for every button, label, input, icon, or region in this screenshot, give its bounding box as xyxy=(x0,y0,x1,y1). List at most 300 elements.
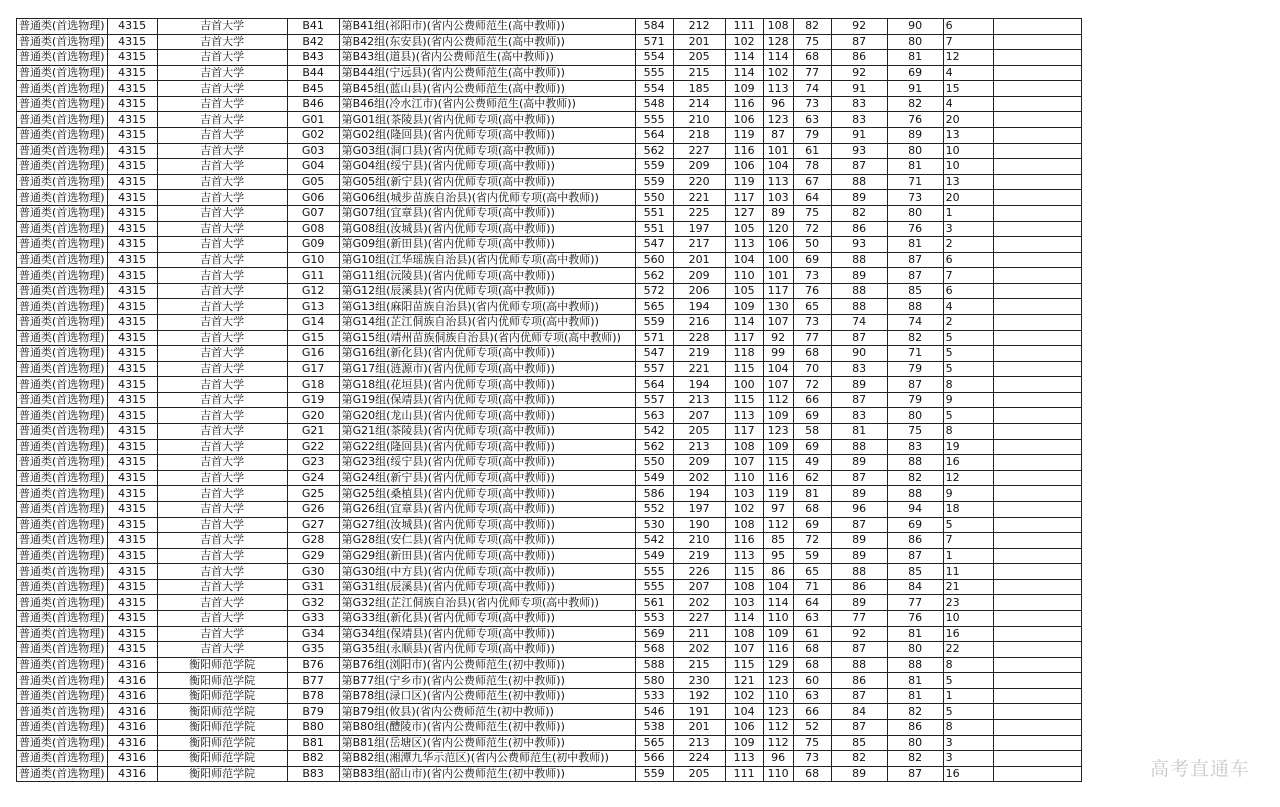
cell-score-a: 221 xyxy=(673,361,725,377)
cell-score-b: 108 xyxy=(725,517,763,533)
cell-total-score: 565 xyxy=(635,299,673,315)
cell-score-f: 71 xyxy=(887,346,943,362)
cell-score-d: 73 xyxy=(793,314,831,330)
cell-total-score: 555 xyxy=(635,65,673,81)
cell-category: 普通类(首选物理) xyxy=(17,314,108,330)
cell-school-name: 吉首大学 xyxy=(157,112,287,128)
cell-total-score: 533 xyxy=(635,688,673,704)
cell-score-c: 114 xyxy=(763,50,793,66)
cell-group-code: G35 xyxy=(287,642,339,658)
cell-score-c: 110 xyxy=(763,610,793,626)
cell-score-c: 123 xyxy=(763,112,793,128)
cell-total-score: 530 xyxy=(635,517,673,533)
cell-score-b: 127 xyxy=(725,205,763,221)
cell-empty xyxy=(993,377,1081,393)
cell-score-f: 82 xyxy=(887,96,943,112)
cell-count: 3 xyxy=(943,751,993,767)
cell-score-f: 85 xyxy=(887,283,943,299)
cell-score-e: 89 xyxy=(831,190,887,206)
cell-school-name: 吉首大学 xyxy=(157,424,287,440)
cell-total-score: 549 xyxy=(635,548,673,564)
cell-group-code: G14 xyxy=(287,314,339,330)
cell-group-name: 第G13组(麻阳苗族自治县)(省内优师专项(高中教师)) xyxy=(339,299,635,315)
cell-score-e: 92 xyxy=(831,626,887,642)
cell-score-e: 87 xyxy=(831,159,887,175)
cell-score-b: 119 xyxy=(725,128,763,144)
cell-school-name: 吉首大学 xyxy=(157,408,287,424)
cell-score-f: 89 xyxy=(887,128,943,144)
cell-group-name: 第G07组(宜章县)(省内优师专项(高中教师)) xyxy=(339,205,635,221)
table-row xyxy=(17,159,1082,175)
cell-school-name: 吉首大学 xyxy=(157,548,287,564)
cell-score-c: 117 xyxy=(763,283,793,299)
table-row xyxy=(17,346,1082,362)
cell-school-code: 4315 xyxy=(107,221,157,237)
cell-group-code: G20 xyxy=(287,408,339,424)
cell-score-a: 220 xyxy=(673,174,725,190)
cell-category: 普通类(首选物理) xyxy=(17,252,108,268)
cell-score-e: 82 xyxy=(831,205,887,221)
cell-score-f: 77 xyxy=(887,595,943,611)
cell-score-f: 86 xyxy=(887,533,943,549)
cell-category: 普通类(首选物理) xyxy=(17,455,108,471)
cell-score-a: 227 xyxy=(673,143,725,159)
cell-school-code: 4315 xyxy=(107,205,157,221)
cell-score-b: 116 xyxy=(725,143,763,159)
cell-group-name: 第G08组(汝城县)(省内优师专项(高中教师)) xyxy=(339,221,635,237)
cell-category: 普通类(首选物理) xyxy=(17,564,108,580)
cell-category: 普通类(首选物理) xyxy=(17,299,108,315)
cell-school-name: 衡阳师范学院 xyxy=(157,657,287,673)
table-row xyxy=(17,377,1082,393)
cell-score-f: 90 xyxy=(887,19,943,35)
cell-score-b: 115 xyxy=(725,392,763,408)
cell-total-score: 548 xyxy=(635,96,673,112)
cell-school-code: 4315 xyxy=(107,486,157,502)
cell-group-code: G21 xyxy=(287,424,339,440)
cell-empty xyxy=(993,159,1081,175)
cell-score-b: 111 xyxy=(725,766,763,782)
cell-category: 普通类(首选物理) xyxy=(17,330,108,346)
cell-score-d: 63 xyxy=(793,112,831,128)
cell-group-name: 第G19组(保靖县)(省内优师专项(高中教师)) xyxy=(339,392,635,408)
cell-score-c: 85 xyxy=(763,533,793,549)
cell-group-code: G13 xyxy=(287,299,339,315)
cell-score-b: 108 xyxy=(725,626,763,642)
cell-count: 1 xyxy=(943,688,993,704)
cell-score-b: 103 xyxy=(725,595,763,611)
cell-score-c: 96 xyxy=(763,751,793,767)
cell-count: 21 xyxy=(943,579,993,595)
table-row xyxy=(17,299,1082,315)
cell-score-c: 123 xyxy=(763,424,793,440)
cell-total-score: 572 xyxy=(635,283,673,299)
cell-school-name: 衡阳师范学院 xyxy=(157,735,287,751)
cell-score-e: 86 xyxy=(831,673,887,689)
cell-score-a: 219 xyxy=(673,346,725,362)
cell-school-name: 吉首大学 xyxy=(157,517,287,533)
cell-group-name: 第B81组(岳塘区)(省内公费师范生(初中教师)) xyxy=(339,735,635,751)
cell-score-d: 68 xyxy=(793,657,831,673)
cell-total-score: 571 xyxy=(635,330,673,346)
cell-school-name: 吉首大学 xyxy=(157,34,287,50)
cell-empty xyxy=(993,65,1081,81)
cell-school-name: 吉首大学 xyxy=(157,174,287,190)
cell-empty xyxy=(993,81,1081,97)
cell-school-code: 4315 xyxy=(107,299,157,315)
cell-score-f: 81 xyxy=(887,626,943,642)
cell-score-b: 110 xyxy=(725,470,763,486)
cell-score-a: 216 xyxy=(673,314,725,330)
cell-score-c: 123 xyxy=(763,673,793,689)
cell-school-code: 4316 xyxy=(107,751,157,767)
cell-score-b: 109 xyxy=(725,735,763,751)
cell-category: 普通类(首选物理) xyxy=(17,470,108,486)
cell-score-a: 215 xyxy=(673,65,725,81)
table-row xyxy=(17,626,1082,642)
cell-group-name: 第G03组(洞口县)(省内优师专项(高中教师)) xyxy=(339,143,635,159)
cell-total-score: 569 xyxy=(635,626,673,642)
cell-score-c: 108 xyxy=(763,19,793,35)
cell-score-d: 67 xyxy=(793,174,831,190)
cell-score-f: 81 xyxy=(887,688,943,704)
cell-group-code: B46 xyxy=(287,96,339,112)
table-row xyxy=(17,439,1082,455)
cell-score-c: 104 xyxy=(763,159,793,175)
cell-group-code: G32 xyxy=(287,595,339,611)
cell-count: 16 xyxy=(943,626,993,642)
cell-school-code: 4315 xyxy=(107,424,157,440)
cell-score-f: 80 xyxy=(887,143,943,159)
cell-school-name: 吉首大学 xyxy=(157,626,287,642)
cell-score-e: 87 xyxy=(831,720,887,736)
cell-empty xyxy=(993,268,1081,284)
cell-school-name: 吉首大学 xyxy=(157,439,287,455)
cell-group-code: G03 xyxy=(287,143,339,159)
cell-total-score: 559 xyxy=(635,766,673,782)
cell-school-name: 吉首大学 xyxy=(157,314,287,330)
cell-score-e: 89 xyxy=(831,766,887,782)
cell-empty xyxy=(993,470,1081,486)
cell-score-c: 119 xyxy=(763,486,793,502)
cell-empty xyxy=(993,205,1081,221)
cell-school-name: 吉首大学 xyxy=(157,205,287,221)
cell-score-f: 69 xyxy=(887,517,943,533)
cell-score-d: 72 xyxy=(793,221,831,237)
cell-score-d: 68 xyxy=(793,642,831,658)
cell-score-b: 117 xyxy=(725,190,763,206)
cell-score-d: 73 xyxy=(793,751,831,767)
cell-group-name: 第B77组(宁乡市)(省内公费师范生(初中教师)) xyxy=(339,673,635,689)
cell-empty xyxy=(993,330,1081,346)
cell-school-name: 吉首大学 xyxy=(157,579,287,595)
cell-category: 普通类(首选物理) xyxy=(17,501,108,517)
cell-group-code: B44 xyxy=(287,65,339,81)
cell-group-name: 第B79组(攸县)(省内公费师范生(初中教师)) xyxy=(339,704,635,720)
cell-score-f: 71 xyxy=(887,174,943,190)
cell-group-code: G15 xyxy=(287,330,339,346)
cell-score-e: 96 xyxy=(831,501,887,517)
cell-score-b: 106 xyxy=(725,159,763,175)
cell-score-e: 83 xyxy=(831,112,887,128)
cell-score-d: 71 xyxy=(793,579,831,595)
cell-group-name: 第G32组(芷江侗族自治县)(省内优师专项(高中教师)) xyxy=(339,595,635,611)
watermark-text: 高考直通车 xyxy=(1149,758,1250,780)
cell-group-name: 第G06组(城步苗族自治县)(省内优师专项(高中教师)) xyxy=(339,190,635,206)
cell-school-name: 吉首大学 xyxy=(157,455,287,471)
cell-count: 1 xyxy=(943,205,993,221)
cell-empty xyxy=(993,392,1081,408)
cell-score-c: 101 xyxy=(763,143,793,159)
cell-group-name: 第G15组(靖州苗族侗族自治县)(省内优师专项(高中教师)) xyxy=(339,330,635,346)
cell-count: 7 xyxy=(943,268,993,284)
cell-score-d: 50 xyxy=(793,237,831,253)
cell-score-e: 88 xyxy=(831,564,887,580)
cell-count: 12 xyxy=(943,470,993,486)
cell-school-name: 吉首大学 xyxy=(157,564,287,580)
cell-empty xyxy=(993,766,1081,782)
cell-score-e: 89 xyxy=(831,486,887,502)
cell-score-b: 102 xyxy=(725,34,763,50)
cell-score-b: 106 xyxy=(725,112,763,128)
cell-group-code: G29 xyxy=(287,548,339,564)
cell-score-e: 93 xyxy=(831,143,887,159)
cell-category: 普通类(首选物理) xyxy=(17,688,108,704)
cell-category: 普通类(首选物理) xyxy=(17,408,108,424)
cell-score-a: 210 xyxy=(673,533,725,549)
cell-score-a: 221 xyxy=(673,190,725,206)
cell-score-f: 88 xyxy=(887,455,943,471)
cell-score-d: 65 xyxy=(793,299,831,315)
cell-school-code: 4316 xyxy=(107,673,157,689)
cell-score-a: 209 xyxy=(673,159,725,175)
cell-score-e: 83 xyxy=(831,408,887,424)
cell-score-b: 109 xyxy=(725,299,763,315)
cell-score-a: 207 xyxy=(673,579,725,595)
cell-score-d: 63 xyxy=(793,610,831,626)
cell-score-e: 89 xyxy=(831,377,887,393)
cell-count: 9 xyxy=(943,486,993,502)
table-row xyxy=(17,190,1082,206)
cell-empty xyxy=(993,299,1081,315)
cell-school-name: 吉首大学 xyxy=(157,330,287,346)
cell-score-c: 103 xyxy=(763,190,793,206)
cell-total-score: 550 xyxy=(635,190,673,206)
cell-empty xyxy=(993,704,1081,720)
cell-group-code: G17 xyxy=(287,361,339,377)
cell-group-code: G16 xyxy=(287,346,339,362)
cell-empty xyxy=(993,361,1081,377)
cell-score-f: 87 xyxy=(887,766,943,782)
cell-empty xyxy=(993,501,1081,517)
cell-score-f: 88 xyxy=(887,486,943,502)
cell-school-name: 衡阳师范学院 xyxy=(157,766,287,782)
cell-count: 15 xyxy=(943,81,993,97)
cell-score-f: 76 xyxy=(887,221,943,237)
cell-empty xyxy=(993,283,1081,299)
cell-total-score: 549 xyxy=(635,470,673,486)
cell-score-e: 86 xyxy=(831,579,887,595)
cell-score-b: 110 xyxy=(725,268,763,284)
cell-score-a: 230 xyxy=(673,673,725,689)
table-row xyxy=(17,19,1082,35)
cell-count: 13 xyxy=(943,128,993,144)
cell-group-name: 第G30组(中方县)(省内优师专项(高中教师)) xyxy=(339,564,635,580)
cell-empty xyxy=(993,455,1081,471)
cell-empty xyxy=(993,439,1081,455)
cell-empty xyxy=(993,720,1081,736)
cell-score-c: 89 xyxy=(763,205,793,221)
cell-score-e: 74 xyxy=(831,314,887,330)
cell-school-name: 吉首大学 xyxy=(157,128,287,144)
cell-score-c: 130 xyxy=(763,299,793,315)
cell-group-code: G10 xyxy=(287,252,339,268)
cell-school-name: 衡阳师范学院 xyxy=(157,704,287,720)
cell-group-name: 第G20组(龙山县)(省内优师专项(高中教师)) xyxy=(339,408,635,424)
cell-category: 普通类(首选物理) xyxy=(17,221,108,237)
cell-score-a: 214 xyxy=(673,96,725,112)
cell-group-code: G02 xyxy=(287,128,339,144)
cell-category: 普通类(首选物理) xyxy=(17,424,108,440)
cell-total-score: 561 xyxy=(635,595,673,611)
table-row xyxy=(17,221,1082,237)
cell-group-name: 第G35组(永顺县)(省内优师专项(高中教师)) xyxy=(339,642,635,658)
cell-group-name: 第G14组(芷江侗族自治县)(省内优师专项(高中教师)) xyxy=(339,314,635,330)
cell-group-code: B78 xyxy=(287,688,339,704)
cell-group-name: 第B80组(醴陵市)(省内公费师范生(初中教师)) xyxy=(339,720,635,736)
cell-score-e: 83 xyxy=(831,96,887,112)
cell-score-f: 83 xyxy=(887,439,943,455)
cell-score-a: 225 xyxy=(673,205,725,221)
cell-score-b: 114 xyxy=(725,65,763,81)
table-row xyxy=(17,657,1082,673)
cell-score-a: 209 xyxy=(673,268,725,284)
cell-score-d: 82 xyxy=(793,19,831,35)
cell-score-d: 58 xyxy=(793,424,831,440)
cell-category: 普通类(首选物理) xyxy=(17,642,108,658)
cell-group-name: 第G33组(新化县)(省内优师专项(高中教师)) xyxy=(339,610,635,626)
table-row xyxy=(17,501,1082,517)
cell-category: 普通类(首选物理) xyxy=(17,143,108,159)
cell-score-c: 106 xyxy=(763,237,793,253)
cell-school-name: 吉首大学 xyxy=(157,533,287,549)
cell-count: 5 xyxy=(943,361,993,377)
cell-group-code: G06 xyxy=(287,190,339,206)
cell-total-score: 564 xyxy=(635,128,673,144)
table-row xyxy=(17,720,1082,736)
cell-score-c: 116 xyxy=(763,642,793,658)
cell-total-score: 566 xyxy=(635,751,673,767)
cell-score-c: 92 xyxy=(763,330,793,346)
cell-group-name: 第G12组(辰溪县)(省内优师专项(高中教师)) xyxy=(339,283,635,299)
cell-school-code: 4315 xyxy=(107,533,157,549)
cell-score-b: 118 xyxy=(725,346,763,362)
cell-score-a: 197 xyxy=(673,501,725,517)
table-row xyxy=(17,330,1082,346)
cell-score-e: 86 xyxy=(831,221,887,237)
cell-group-code: B45 xyxy=(287,81,339,97)
cell-group-name: 第G09组(新田县)(省内优师专项(高中教师)) xyxy=(339,237,635,253)
cell-score-c: 102 xyxy=(763,65,793,81)
cell-total-score: 557 xyxy=(635,361,673,377)
cell-count: 7 xyxy=(943,34,993,50)
cell-score-b: 113 xyxy=(725,237,763,253)
cell-total-score: 584 xyxy=(635,19,673,35)
cell-school-name: 吉首大学 xyxy=(157,346,287,362)
cell-school-name: 吉首大学 xyxy=(157,486,287,502)
cell-total-score: 551 xyxy=(635,221,673,237)
cell-group-name: 第G04组(绥宁县)(省内优师专项(高中教师)) xyxy=(339,159,635,175)
cell-category: 普通类(首选物理) xyxy=(17,595,108,611)
cell-total-score: 542 xyxy=(635,424,673,440)
cell-score-f: 80 xyxy=(887,642,943,658)
cell-score-d: 73 xyxy=(793,96,831,112)
table-row xyxy=(17,205,1082,221)
cell-score-b: 113 xyxy=(725,548,763,564)
cell-score-f: 85 xyxy=(887,564,943,580)
cell-score-c: 110 xyxy=(763,766,793,782)
cell-score-a: 202 xyxy=(673,642,725,658)
cell-score-c: 115 xyxy=(763,455,793,471)
cell-total-score: 555 xyxy=(635,579,673,595)
cell-score-e: 88 xyxy=(831,283,887,299)
cell-group-code: B83 xyxy=(287,766,339,782)
cell-score-b: 116 xyxy=(725,96,763,112)
cell-category: 普通类(首选物理) xyxy=(17,579,108,595)
cell-score-a: 201 xyxy=(673,720,725,736)
table-row xyxy=(17,174,1082,190)
cell-score-a: 206 xyxy=(673,283,725,299)
cell-group-code: G07 xyxy=(287,205,339,221)
cell-school-name: 吉首大学 xyxy=(157,19,287,35)
cell-total-score: 559 xyxy=(635,159,673,175)
cell-score-e: 92 xyxy=(831,19,887,35)
cell-total-score: 542 xyxy=(635,533,673,549)
cell-score-b: 119 xyxy=(725,174,763,190)
cell-score-f: 88 xyxy=(887,657,943,673)
cell-count: 23 xyxy=(943,595,993,611)
cell-empty xyxy=(993,34,1081,50)
cell-score-c: 112 xyxy=(763,392,793,408)
cell-school-name: 衡阳师范学院 xyxy=(157,720,287,736)
cell-school-code: 4316 xyxy=(107,688,157,704)
table-row xyxy=(17,268,1082,284)
table-row xyxy=(17,470,1082,486)
cell-score-a: 209 xyxy=(673,455,725,471)
table-row xyxy=(17,751,1082,767)
cell-score-b: 114 xyxy=(725,314,763,330)
cell-empty xyxy=(993,735,1081,751)
cell-empty xyxy=(993,642,1081,658)
cell-category: 普通类(首选物理) xyxy=(17,673,108,689)
table-row xyxy=(17,283,1082,299)
cell-score-b: 108 xyxy=(725,439,763,455)
table-row xyxy=(17,766,1082,782)
cell-score-b: 113 xyxy=(725,751,763,767)
cell-count: 5 xyxy=(943,346,993,362)
cell-score-c: 113 xyxy=(763,174,793,190)
cell-score-f: 80 xyxy=(887,205,943,221)
cell-category: 普通类(首选物理) xyxy=(17,65,108,81)
cell-score-f: 86 xyxy=(887,720,943,736)
cell-group-code: G05 xyxy=(287,174,339,190)
cell-empty xyxy=(993,673,1081,689)
cell-count: 8 xyxy=(943,720,993,736)
cell-school-code: 4315 xyxy=(107,501,157,517)
cell-category: 普通类(首选物理) xyxy=(17,96,108,112)
cell-group-code: G19 xyxy=(287,392,339,408)
cell-group-name: 第B42组(东安县)(省内公费师范生(高中教师)) xyxy=(339,34,635,50)
